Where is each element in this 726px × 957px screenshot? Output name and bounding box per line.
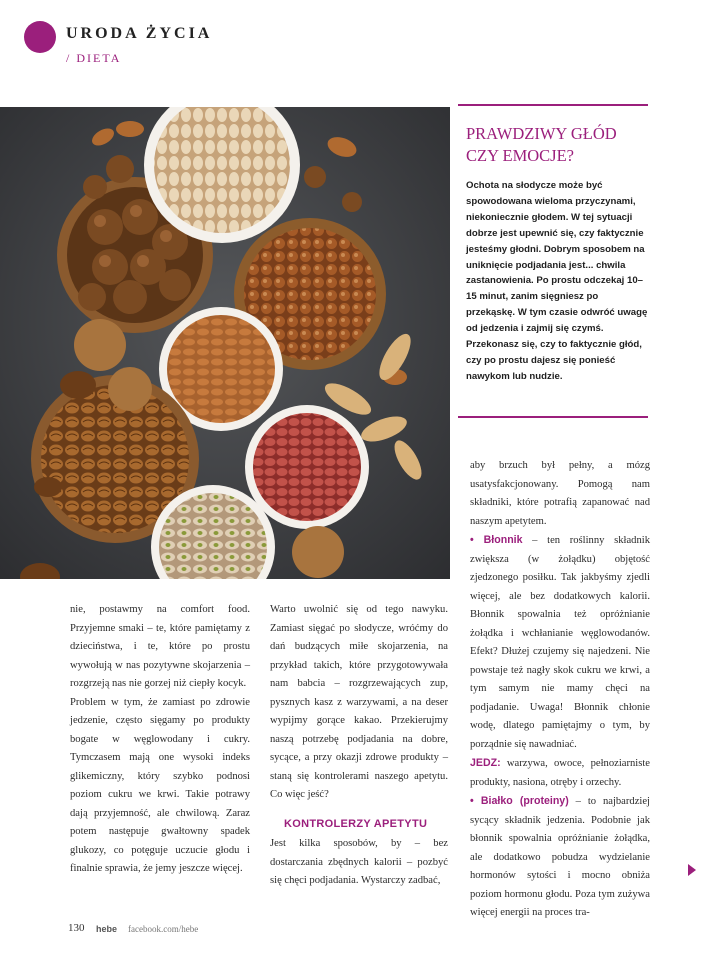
eat-paragraph-1	[470, 754, 650, 792]
footer-url: facebook.com/hebe	[128, 924, 199, 934]
protein-paragraph	[470, 792, 650, 923]
eat-label-1: JEDZ:	[470, 757, 501, 769]
column-3-paragraph-1: aby brzuch był pełny, a mózg usatysfakcjonowany. Pomogą nam składniki, które potrafią zapanować nad naszym apetytem.	[470, 460, 650, 527]
fiber-text: – ten roślinny składnik zwiększa (w żołądku) objętość zjedzonego posiłku. Tak jakbyśmy zjedli więcej, ale bez dodatkowych kalorii. Błonnik spowalnia też opróżnianie żołądka i wchłanianie węglowodanów. Efekt? Dłużej czujemy się najedzeni. Nie powstaje też nagły skok cukru we krwi, a tym samym nie mamy chęci na podjadanie. Uwaga! Błonnik chłonie wodę, dlatego pamiętajmy o tym, by porządnie się nawadniać.	[470, 535, 650, 750]
footer-brand: hebe	[96, 924, 118, 934]
body-column-3	[470, 457, 650, 923]
column-1-paragraph-2: Problem w tym, że zamiast po zdrowie jedzenie, często sięgamy po produkty bogate w węglowodany i cukry. Tymczasem mają one wysoki indeks glikemiczny, który szybko podnosi poziom cukru we krwi. Takie potrawy dają przyjemność, ale chwilową. Zaraz potem następuje gwałtowny spadek glukozy, co potęguje uczucie głodu i finalnie sprawia, że jemy jeszcze więcej.	[70, 696, 250, 874]
eat-text-1: warzywa, owoce, pełnoziarniste produkty, nasiona, otręby i orzechy.	[470, 758, 650, 788]
fiber-paragraph	[470, 531, 650, 754]
sidebar-body: Ochota na słodycze może być spowodowana wieloma przyczynami, niekoniecznie głodem. W tej sytuacji dobrze jest upewnić się, czy faktycznie jesteśmy głodni. Dobrym sposobem na uniknięcie podjadania jest... chwila zastanowienia. Po prostu odczekaj 10–15 minut, zanim sięgniesz po przekąskę. W tym czasie odwróć uwagę od jedzenia i zajmij się czymś. Przekonasz się, czy to faktycznie głód, czy po prostu dajesz się ponieść nawykom lub nudzie.	[466, 180, 648, 382]
body-column-2	[270, 601, 448, 891]
protein-label: • Białko (proteiny)	[470, 795, 569, 807]
sidebar-top-rule	[458, 104, 648, 106]
subheading-appetite-controllers: KONTROLERZY APETYTU	[284, 817, 428, 830]
section-subtitle: / DIETA	[66, 51, 122, 65]
sidebar-title-line-1: PRAWDZIWY GŁÓD	[466, 124, 617, 143]
protein-text: – to najbardziej sycący składnik jedzenia. Podobnie jak błonnik spowalnia opróżnianie żołądka, ale dodatkowo pobudza wydzielanie hormonów sytości i mocno obniża poziom hormonu głodu. Poza tym zużywa więcej energii na proces tra-	[470, 796, 651, 918]
nuts-photo	[0, 107, 450, 579]
column-2-paragraph-1: Warto uwolnić się od tego nawyku. Zamiast sięgać po słodycze, wróćmy do dań budzących miłe skojarzenia, na przykład takich, które przygotowywała nam babcia – rozgrzewających zup, pysznych kasz z warzywami, a na deser wypijmy gorące kakao. Przekierujmy naszą potrzebę podjadania na dobre, sycące, a przy okazji zdrowe produkty – staną się kontrolerami naszego apetytu. Co więc jeść?	[270, 604, 448, 800]
sidebar-title-line-2: CZY EMOCJE?	[466, 146, 575, 165]
sidebar-title	[466, 123, 646, 167]
next-page-arrow-icon	[688, 864, 696, 876]
page-number: 130	[68, 922, 85, 934]
fiber-label: • Błonnik	[470, 534, 523, 546]
body-column-1	[70, 601, 250, 879]
section-title: URODA ŻYCIA	[66, 25, 213, 42]
column-2-paragraph-2: Jest kilka sposobów, by – bez dostarczania zbędnych kalorii – pozbyć się chęci podjadania. Wystarczy zadbać,	[270, 838, 448, 886]
column-1-paragraph-1: nie, postawmy na comfort food. Przyjemne smaki – te, które pamiętamy z dzieciństwa, i te, które po prostu wywołują w nas pozytywne skojarzenia – rozgrzeją nas nie gorzej niż ciepły kocyk.	[70, 604, 250, 689]
sidebar-bottom-rule	[458, 416, 648, 418]
section-dot-icon	[24, 21, 56, 53]
